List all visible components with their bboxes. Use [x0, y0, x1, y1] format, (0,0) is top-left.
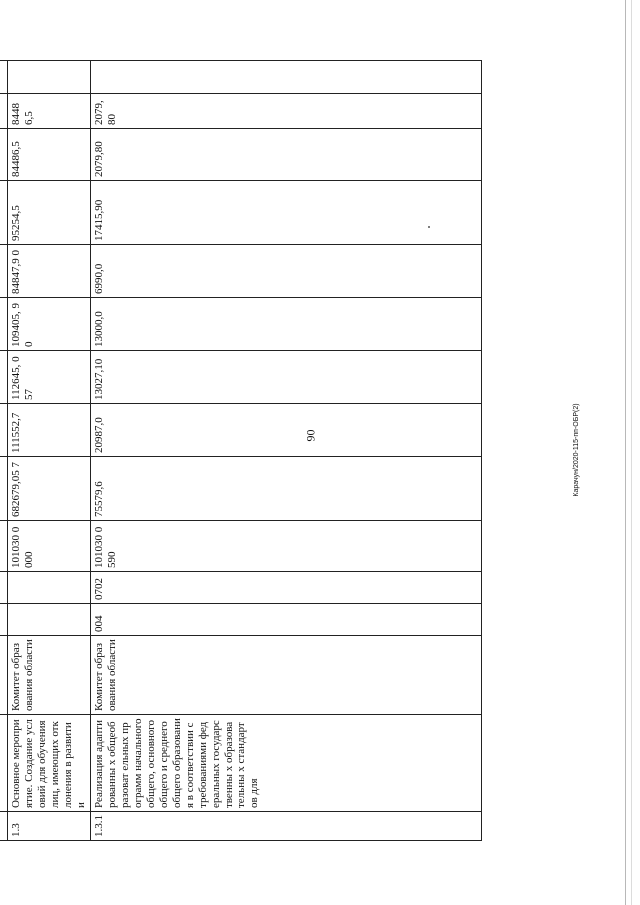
cell-v3 [0, 351, 8, 404]
cell-v2: 20987,0 [90, 404, 481, 457]
cell-executor [0, 636, 8, 715]
scan-edge-line-secondary [631, 0, 632, 905]
budget-table [0, 60, 482, 841]
cell-num: 1.3.1 [90, 812, 481, 841]
cell-name: Реализация адаптированны х общеобразоват ельных программ начального общего, основного общего и среднего общего образования в соответствии с требованиями федеральных государственны х образовательны х стандартов для [90, 715, 481, 812]
cell-csr: 101030 0000 [8, 521, 91, 572]
scan-edge [626, 0, 640, 905]
cell-v1: 75579,6 [90, 457, 481, 521]
cell-csr: 101030 0590 [90, 521, 481, 572]
cell-v2 [0, 404, 8, 457]
scan-edge-line [625, 0, 626, 905]
page-number: 90 [303, 429, 318, 442]
table-row [90, 61, 481, 841]
document-code: Карачун/2020-115-пп-ОБР(2) [573, 403, 580, 497]
cell-v6 [0, 181, 8, 245]
cell-v9 [0, 61, 8, 94]
cell-v1: 682679,05 7 [8, 457, 91, 521]
cell-v7: 2079,80 [90, 129, 481, 181]
cell-grbs: 004 [90, 604, 481, 636]
cell-grbs [8, 604, 91, 636]
cell-v5 [0, 245, 8, 298]
cell-v3: 13027,10 [90, 351, 481, 404]
cell-v7: 84486,5 [8, 129, 91, 181]
cell-rz [8, 572, 91, 604]
cell-csr [0, 521, 8, 572]
cell-v4: 109405, 90 [8, 298, 91, 351]
cell-v5: 6990,0 [90, 245, 481, 298]
cell-v3: 112645, 057 [8, 351, 91, 404]
cell-num [0, 812, 8, 841]
table-row [8, 61, 91, 841]
cell-name: Основное мероприятие. Создание условий для обучения лиц, имеющих отклонения в развитии [8, 715, 91, 812]
cell-v9 [90, 61, 481, 94]
cell-v1 [0, 457, 8, 521]
cell-grbs [0, 604, 8, 636]
cell-v5: 84847,9 0 [8, 245, 91, 298]
cell-v9 [8, 61, 91, 94]
cell-executor: Комитет образования области [8, 636, 91, 715]
cell-v8: 2079,80 [90, 94, 481, 129]
cell-v7 [0, 129, 8, 181]
cell-num: 1.3 [8, 812, 91, 841]
cell-v8: 84486,5 [8, 94, 91, 129]
cell-v4: 13000,0 [90, 298, 481, 351]
table-row [0, 61, 8, 841]
cell-v2: 111552,7 [8, 404, 91, 457]
cell-rz: 0702 [90, 572, 481, 604]
cell-v6: 95254,5 [8, 181, 91, 245]
cell-executor: Комитет образования области [90, 636, 481, 715]
cell-v4 [0, 298, 8, 351]
cell-v8 [0, 94, 8, 129]
rotated-table-wrapper [0, 61, 481, 841]
cell-name [0, 715, 8, 812]
cell-v6: 17415,90 [90, 181, 481, 245]
cell-rz [0, 572, 8, 604]
